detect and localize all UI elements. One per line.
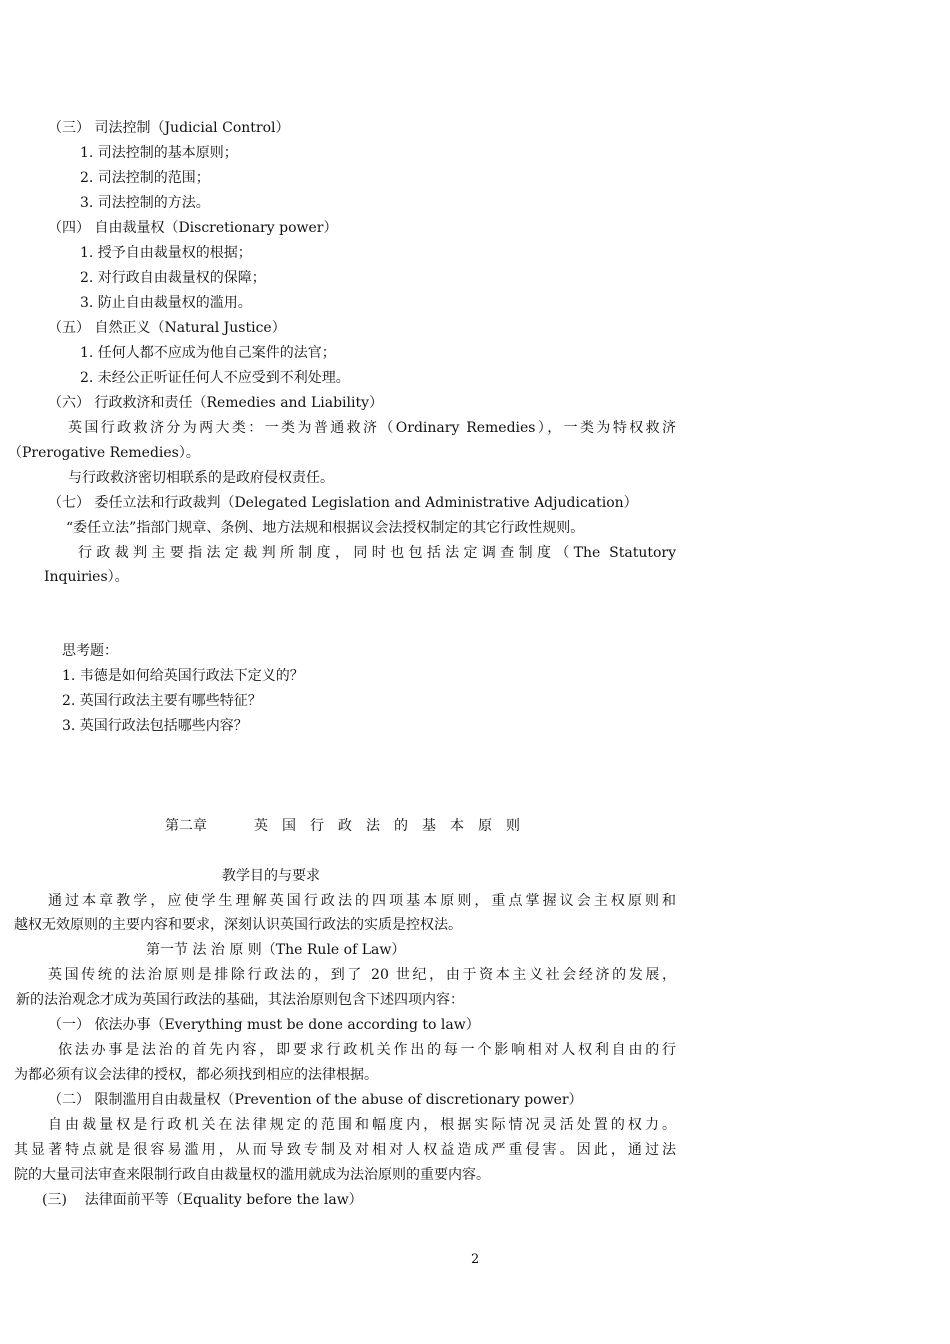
paragraph-line: 英国传统的法治原则是排除行政法的，到了 20 世纪，由于资本主义社会经济的发展， [48, 967, 676, 983]
list-item: 2. 未经公正听证任何人不应受到不利处理。 [80, 370, 350, 386]
question-item: 3. 英国行政法包括哪些内容？ [62, 718, 248, 734]
list-item: 2. 司法控制的范围； [80, 170, 210, 186]
subsection-heading: (三) 法律面前平等（Equality before the law） [42, 1192, 363, 1208]
chapter-label: 第二章 [165, 818, 207, 834]
paragraph-line: （Prerogative Remedies）。 [8, 445, 200, 461]
paragraph-line: 依法办事是法治的首先内容，即要求行政机关作出的每一个影响相对人权利自由的行 [58, 1042, 676, 1058]
paragraph-line: 英国行政救济分为两大类：一类为普通救济（Ordinary Remedies），一类为特权救济 [68, 420, 676, 436]
paragraph-line: 为都必须有议会法律的授权，都必须找到相应的法律根据。 [14, 1067, 378, 1083]
paragraph-line: 其显著特点就是很容易滥用，从而导致专制及对相对人权益造成严重侵害。因此，通过法 [14, 1142, 676, 1158]
page-number: 2 [471, 1252, 480, 1267]
paragraph-line: 院的大量司法审查来限制行政自由裁量权的滥用就成为法治原则的重要内容。 [14, 1167, 490, 1183]
paragraph-line: 越权无效原则的主要内容和要求，深刻认识英国行政法的实质是控权法。 [14, 917, 462, 933]
chapter-title: 英国行政法的基本原则 [254, 818, 534, 834]
subsection-heading: （一） 依法办事（Everything must be done according to law） [48, 1017, 480, 1033]
list-item: 1. 司法控制的基本原则； [80, 145, 238, 161]
section-heading-remedies: （六） 行政救济和责任（Remedies and Liability） [48, 395, 384, 411]
paragraph-line: 自由裁量权是行政机关在法律规定的范围和幅度内，根据实际情况灵活处置的权力。 [48, 1117, 676, 1133]
section-heading-delegated-legislation: （七） 委任立法和行政裁判（Delegated Legislation and Administrative Adjudication） [48, 495, 638, 511]
question-item: 1. 韦德是如何给英国行政法下定义的？ [62, 668, 304, 684]
paragraph-line: 行政裁判主要指法定裁判所制度，同时也包括法定调查制度（The Statutory [78, 545, 676, 561]
section-heading-judicial-control: （三） 司法控制（Judicial Control） [48, 120, 290, 136]
section-title-rule-of-law: 第一节 法 治 原 则（The Rule of Law） [146, 942, 406, 958]
paragraph-line: 与行政救济密切相联系的是政府侵权责任。 [68, 470, 334, 486]
objectives-title: 教学目的与要求 [222, 868, 320, 884]
subsection-heading: （二） 限制滥用自由裁量权（Prevention of the abuse of discretionary power） [48, 1092, 583, 1108]
section-heading-discretionary-power: （四） 自由裁量权（Discretionary power） [48, 220, 338, 236]
list-item: 2. 对行政自由裁量权的保障； [80, 270, 266, 286]
list-item: 1. 授予自由裁量权的根据； [80, 245, 252, 261]
questions-title: 思考题： [62, 643, 118, 659]
paragraph-line: Inquiries）。 [44, 569, 129, 585]
paragraph-line: 新的法治观念才成为英国行政法的基础，其法治原则包含下述四项内容： [16, 992, 464, 1008]
paragraph-line: “委任立法”指部门规章、条例、地方法规和根据议会法授权制定的其它行政性规则。 [66, 520, 585, 536]
section-heading-natural-justice: （五） 自然正义（Natural Justice） [48, 320, 286, 336]
list-item: 3. 司法控制的方法。 [80, 195, 210, 211]
list-item: 1. 任何人都不应成为他自己案件的法官； [80, 345, 336, 361]
question-item: 2. 英国行政法主要有哪些特征？ [62, 693, 262, 709]
paragraph-line: 通过本章教学，应使学生理解英国行政法的四项基本原则，重点掌握议会主权原则和 [48, 893, 676, 909]
list-item: 3. 防止自由裁量权的滥用。 [80, 295, 252, 311]
